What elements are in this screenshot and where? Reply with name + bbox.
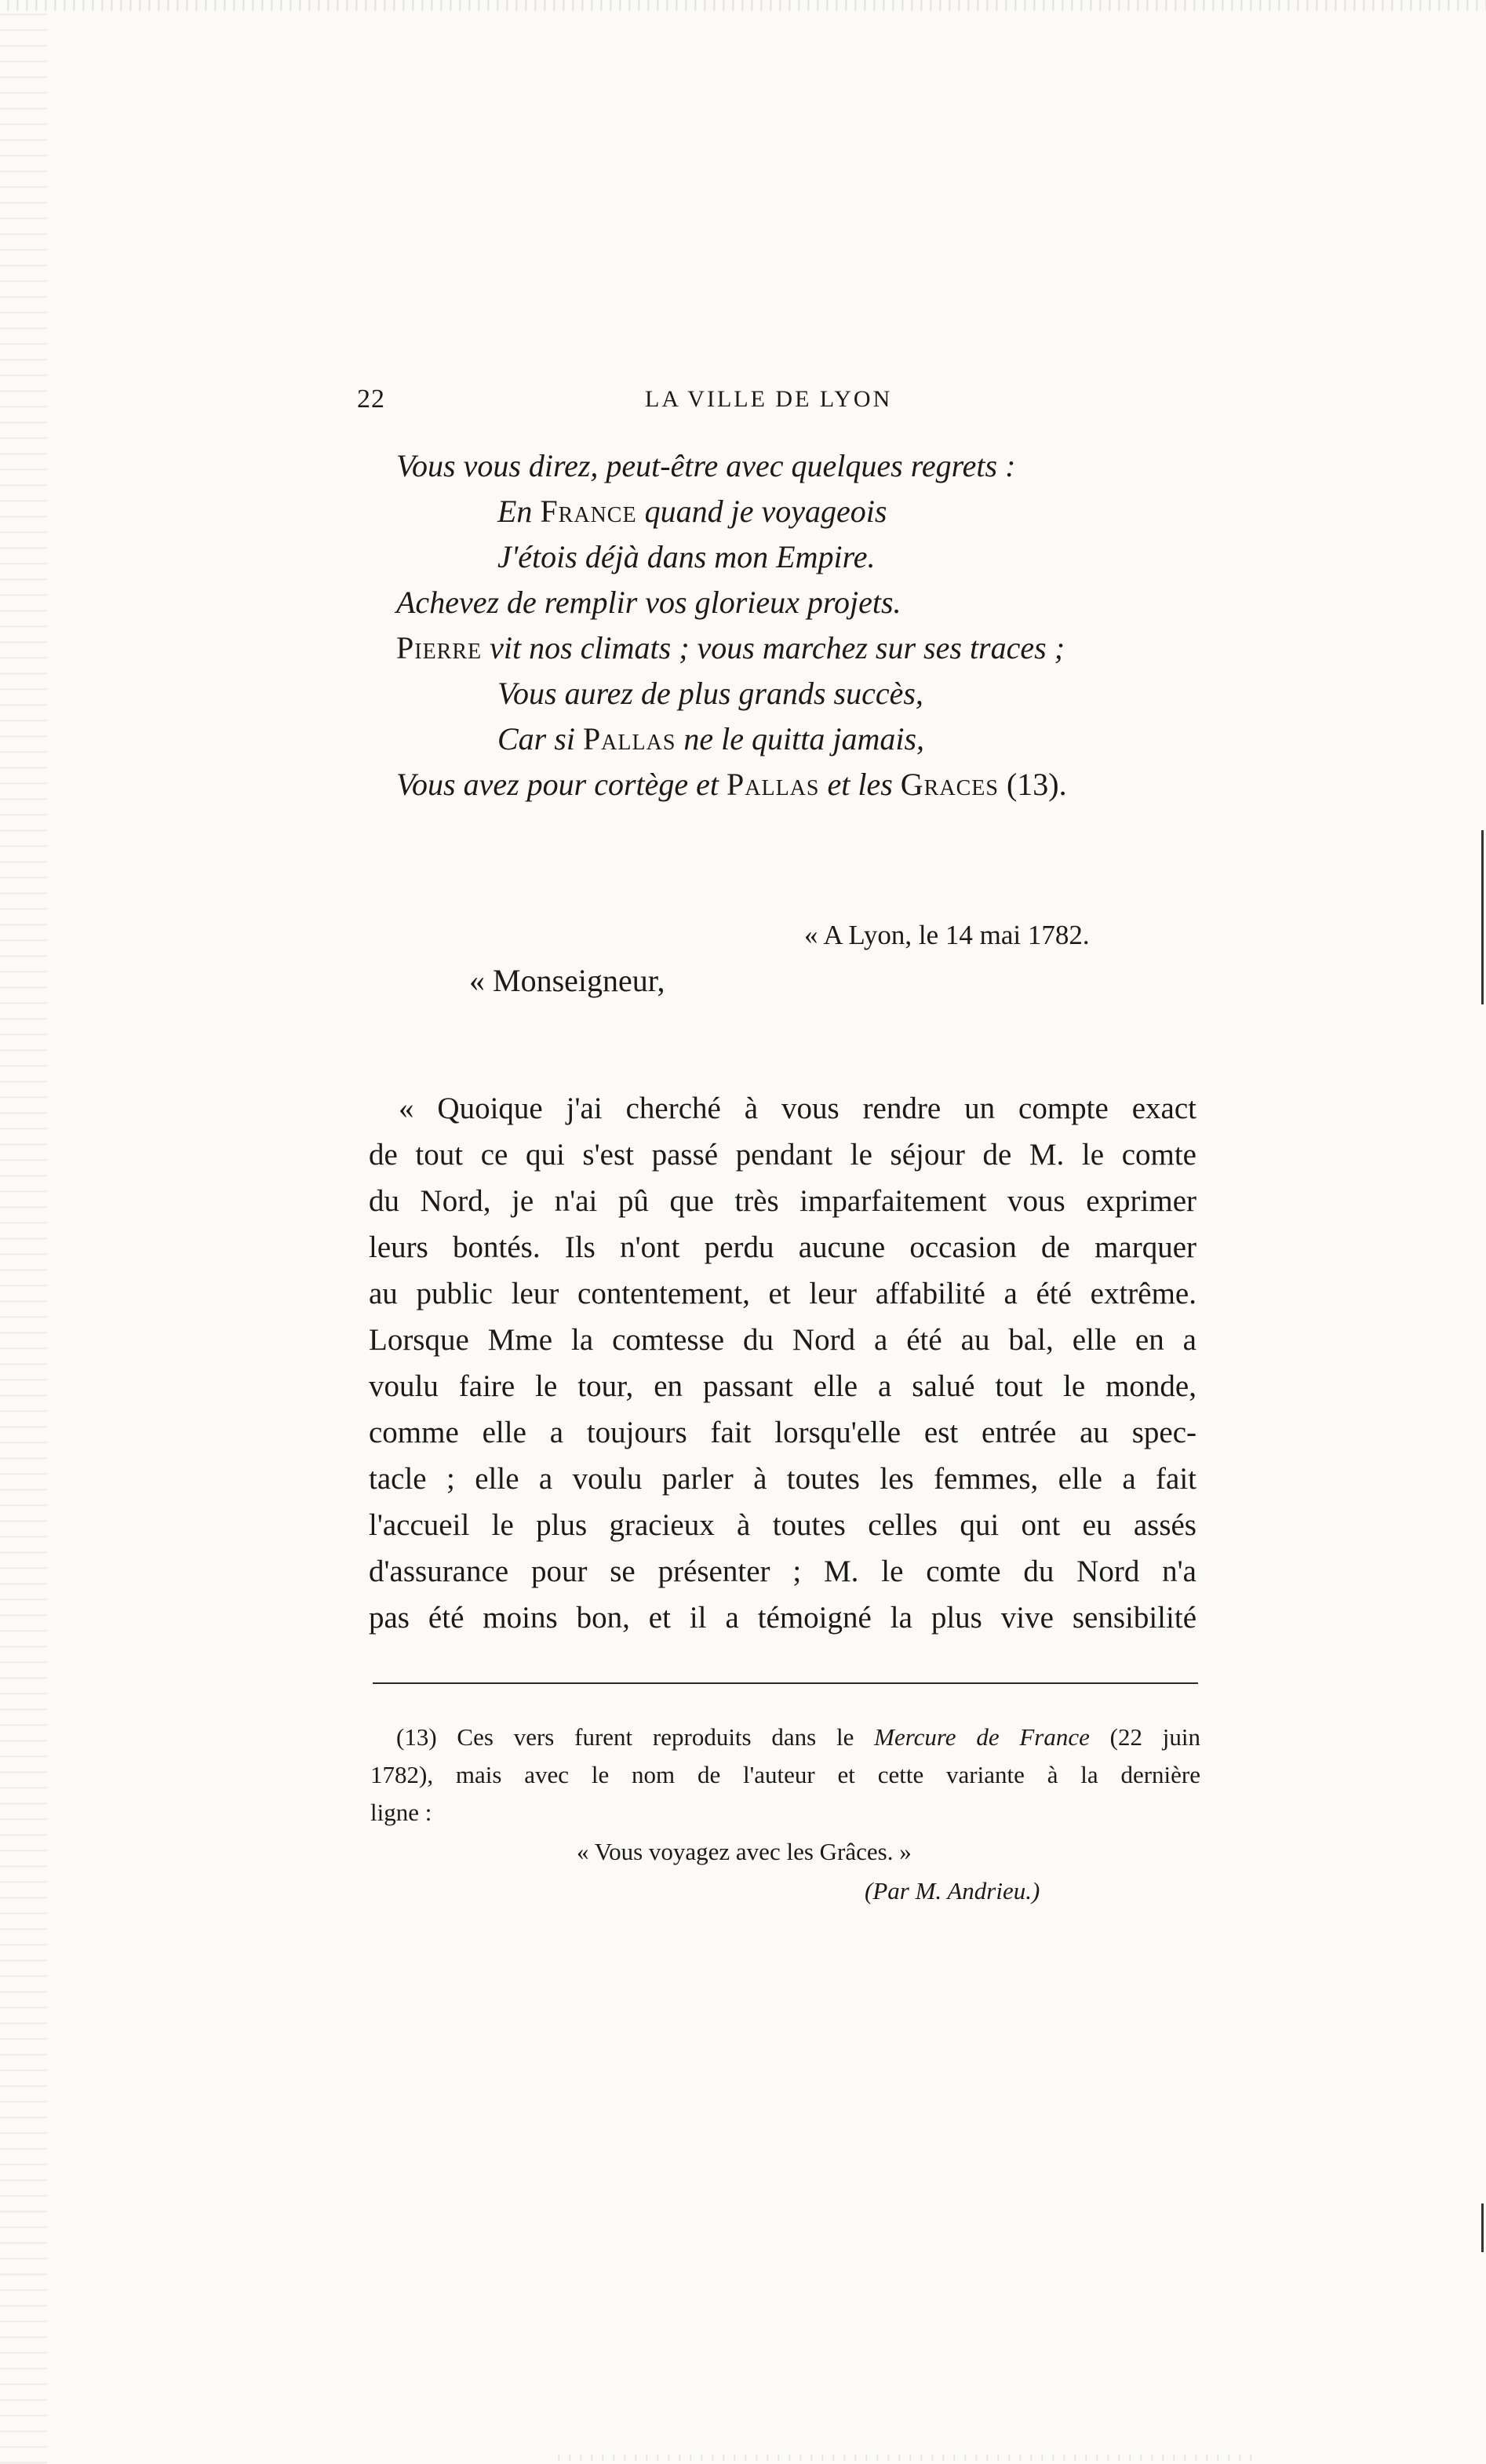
footnote-line: (13) Ces vers furent reproduits dans le Mercure de France (22 juin xyxy=(396,1723,1200,1751)
verse-line: Vous avez pour cortège et Pallas et les Graces (13). xyxy=(396,767,1067,802)
scan-edge-top xyxy=(0,0,1486,11)
verse-line: Vous vous direz, peut-être avec quelques regrets : xyxy=(396,448,1016,483)
verse-line: Car si Pallas ne le quitta jamais, xyxy=(497,721,925,756)
verse-line: Achevez de remplir vos glorieux projets. xyxy=(396,585,901,620)
text-line: au public leur contentement, et leur affabilité a été extrême. xyxy=(369,1277,1196,1310)
page-number: 22 xyxy=(357,385,385,414)
letter-dateline: « A Lyon, le 14 mai 1782. xyxy=(804,920,1090,950)
footnote-line: ligne : xyxy=(370,1799,432,1826)
verse-line: J'étois déjà dans mon Empire. xyxy=(497,539,876,574)
text-line: Lorsque Mme la comtesse du Nord a été au bal, elle en a xyxy=(369,1323,1196,1357)
scan-mark-right xyxy=(1481,2203,1484,2252)
text-line: leurs bontés. Ils n'ont perdu aucune occasion de marquer xyxy=(369,1230,1196,1264)
text-line: d'assurance pour se présenter ; M. le comte du Nord n'a xyxy=(369,1555,1196,1588)
verse-line: En France quand je voyageois xyxy=(497,494,887,529)
text-line: tacle ; elle a voulu parler à toutes les femmes, elle a fait xyxy=(369,1462,1196,1496)
text-line: l'accueil le plus gracieux à toutes celles qui ont eu assés xyxy=(369,1508,1196,1542)
text-line: du Nord, je n'ai pû que très imparfaitement vous exprimer xyxy=(369,1184,1196,1218)
verse-line: Vous aurez de plus grands succès, xyxy=(497,676,923,711)
text-line: de tout ce qui s'est passé pendant le séjour de M. le comte xyxy=(369,1138,1196,1172)
text-line: pas été moins bon, et il a témoigné la plus vive sensibilité xyxy=(369,1601,1196,1635)
text-line: « Quoique j'ai cherché à vous rendre un compte exact xyxy=(399,1092,1196,1125)
text-line: comme elle a toujours fait lorsqu'elle est entrée au spec- xyxy=(369,1416,1196,1449)
footnote-line: 1782), mais avec le nom de l'auteur et cette variante à la dernière xyxy=(370,1761,1200,1788)
footnote-divider xyxy=(373,1682,1198,1684)
scan-mark-right xyxy=(1481,902,1484,1004)
running-head: LA VILLE DE LYON xyxy=(645,386,893,412)
text-line: voulu faire le tour, en passant elle a salué tout le monde, xyxy=(369,1369,1196,1403)
footnote-attribution: (Par M. Andrieu.) xyxy=(865,1877,1040,1904)
page-header xyxy=(0,385,1486,424)
scan-edge-left xyxy=(0,0,47,2464)
scan-edge-bottom xyxy=(549,2455,1255,2461)
footnote-quote: « Vous voyagez avec les Grâces. » xyxy=(577,1838,912,1865)
verse-line: Pierre vit nos climats ; vous marchez sur ses traces ; xyxy=(396,630,1065,665)
letter-salutation: « Monseigneur, xyxy=(469,963,665,998)
